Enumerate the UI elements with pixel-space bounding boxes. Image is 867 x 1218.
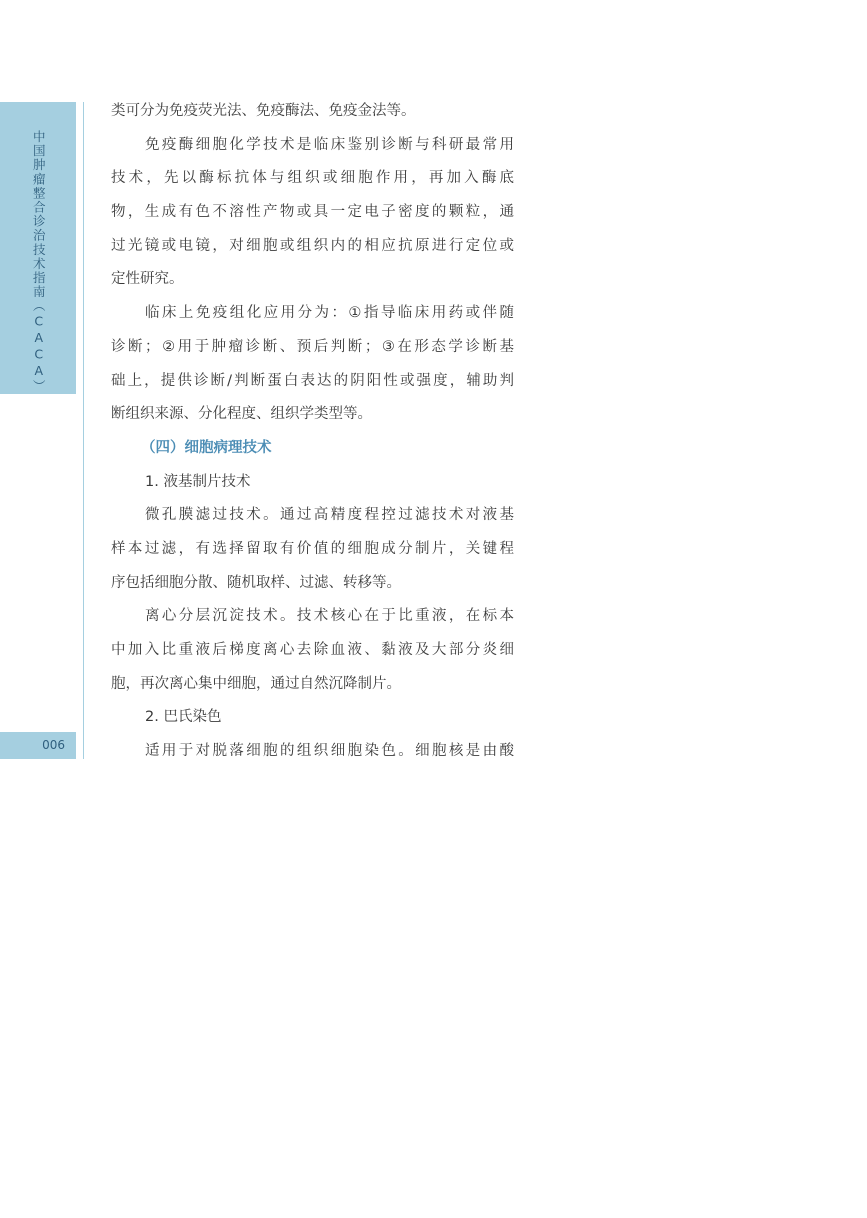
text-line: 适用于对脱落细胞的组织细胞染色。细胞核是由酸 xyxy=(145,743,514,760)
text-line: 序包括细胞分散、随机取样、过滤、转移等。 xyxy=(111,574,401,591)
subsection-heading: 2. 巴氏染色 xyxy=(145,709,222,726)
margin-divider xyxy=(83,102,84,759)
text-line: 胞，再次离心集中细胞，通过自然沉降制片。 xyxy=(111,675,401,692)
text-line: 免疫酶细胞化学技术是临床鉴别诊断与科研最常用 xyxy=(145,136,514,153)
body-text xyxy=(111,95,514,769)
text-line: 临床上免疫组化应用分为：①指导临床用药或伴随 xyxy=(145,305,514,322)
book-title-wrap xyxy=(0,130,76,394)
side-tab xyxy=(0,102,76,394)
text-line: 微孔膜滤过技术。通过高精度程控过滤技术对液基 xyxy=(145,507,514,524)
text-line: 中加入比重液后梯度离心去除血液、黏液及大部分炎细 xyxy=(111,642,514,658)
text-line: 物，生成有色不溶性产物或具一定电子密度的颗粒，通 xyxy=(111,204,514,221)
text-line: 础上，提供诊断/判断蛋白表达的阴阳性或强度，辅助判 xyxy=(111,372,514,389)
text-line: 类可分为免疫荧光法、免疫酶法、免疫金法等。 xyxy=(111,103,416,119)
page-number: 006 xyxy=(42,738,65,752)
book-title: 中国肿瘤整合诊治技术指南（CACA） xyxy=(31,130,47,394)
text-line: 技术，先以酶标抗体与组织或细胞作用，再加入酶底 xyxy=(111,170,514,187)
page-number-tab xyxy=(0,732,76,759)
text-line: 断组织来源、分化程度、组织学类型等。 xyxy=(111,406,372,423)
text-line: 离心分层沉淀技术。技术核心在于比重液，在标本 xyxy=(145,608,514,625)
section-heading: （四）细胞病理技术 xyxy=(141,439,272,456)
text-line: 样本过滤，有选择留取有价值的细胞成分制片，关键程 xyxy=(111,540,514,557)
text-line: 定性研究。 xyxy=(111,271,184,288)
text-line: 诊断；②用于肿瘤诊断、预后判断；③在形态学诊断基 xyxy=(111,338,514,355)
subsection-heading: 1. 液基制片技术 xyxy=(145,473,251,490)
text-line: 过光镜或电镜，对细胞或组织内的相应抗原进行定位或 xyxy=(111,237,514,254)
